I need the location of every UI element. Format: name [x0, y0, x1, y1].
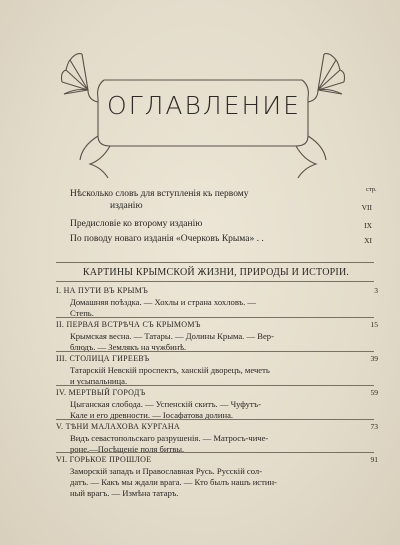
chapter-page: 3 [374, 286, 378, 295]
divider-rule [56, 262, 374, 263]
chapter-summary-line: Крымская весна. — Татары. — Долины Крыма. — Вер- [70, 331, 274, 341]
chapter-title: III. СТОЛИЦА ГИРЕЕВЪ [56, 354, 150, 363]
divider-rule [56, 452, 374, 453]
preface-entry-text: Предисловіе ко второму изданію [70, 219, 203, 229]
right-flower-ornament [318, 54, 345, 94]
preface-entry-text: Нѣсколько словъ для вступленія къ первому [70, 189, 249, 199]
chapter-summary-line: Степь. [70, 308, 94, 318]
chapter-summary-line: и усыпальница. [70, 376, 128, 386]
preface-entry-page: VII [361, 203, 372, 212]
chapter-entry [56, 286, 378, 316]
chapter-entry [56, 422, 378, 452]
chapter-title: II. ПЕРВАЯ ВСТРѢЧА СЪ КРЫМОМЪ [56, 320, 201, 329]
chapter-summary-line: Домашняя поѣздка. — Хохлы и страна хохловъ. — [70, 297, 256, 307]
chapter-summary-line: роне.—Посѣщеніе поля битвы. [70, 444, 185, 454]
chapter-summary-line: Видъ севастопольскаго разрушенія. — Матросъ-чиче- [70, 433, 269, 443]
preface-entry-text: По поводу новаго изданія «Очерковъ Крыма» . . [70, 234, 264, 244]
page-title: ОГЛАВЛЕНИЕ [107, 91, 301, 120]
chapter-title: IV. МЕРТВЫЙ ГОРОДЪ [56, 388, 146, 397]
chapter-entry [56, 354, 378, 384]
chapter-page: 15 [370, 320, 378, 329]
chapter-title: I. НА ПУТИ ВЪ КРЫМЪ [56, 286, 149, 295]
chapter-entry [56, 455, 378, 497]
chapter-summary-line: ный врагъ. — Измѣна татаръ. [70, 488, 179, 498]
chapter-entry [56, 320, 378, 350]
chapter-page: 59 [370, 388, 378, 397]
chapter-page: 39 [370, 354, 378, 363]
chapter-summary-line: блюдъ. — Землякъ на чужбинѣ. [70, 342, 187, 352]
chapter-summary-line: датъ. — Какъ мы ждали врага. — Кто былъ нашъ истин- [70, 477, 277, 487]
chapter-page: 91 [370, 455, 378, 464]
divider-rule [56, 317, 374, 318]
divider-rule [56, 385, 374, 386]
chapter-summary-line: Заморскій западъ и Православная Русь. Русскій сол- [70, 466, 263, 476]
chapter-title: VI. ГОРЬКОЕ ПРОШЛОЕ [56, 455, 152, 464]
preface-entry-page: XI [364, 236, 372, 245]
divider-rule [56, 419, 374, 420]
left-flower-ornament [62, 54, 89, 94]
divider-rule [56, 351, 374, 352]
chapter-title: V. ТѢНИ МАЛАХОВА КУРГАНА [56, 422, 180, 431]
page-column-header: стр. [366, 186, 377, 193]
preface-entry-page: IX [364, 221, 372, 230]
chapter-summary-line: Татарскій Невскій проспектъ, ханскій дворецъ, мечеть [70, 365, 270, 375]
chapter-entry [56, 388, 378, 418]
chapter-summary-line: Цыганская слобода. — Успенскій скитъ. — Чуфутъ- [70, 399, 261, 409]
chapter-summary-line: Кале и его древности. — Іосафатова долина. [70, 410, 234, 420]
section-title: КАРТИНЫ КРЫМСКОЙ ЖИЗНИ, ПРИРОДЫ И ИСТОРІИ. [82, 267, 350, 278]
preface-entry-text: изданію [110, 201, 143, 211]
chapter-page: 73 [370, 422, 378, 431]
divider-rule [56, 281, 374, 282]
